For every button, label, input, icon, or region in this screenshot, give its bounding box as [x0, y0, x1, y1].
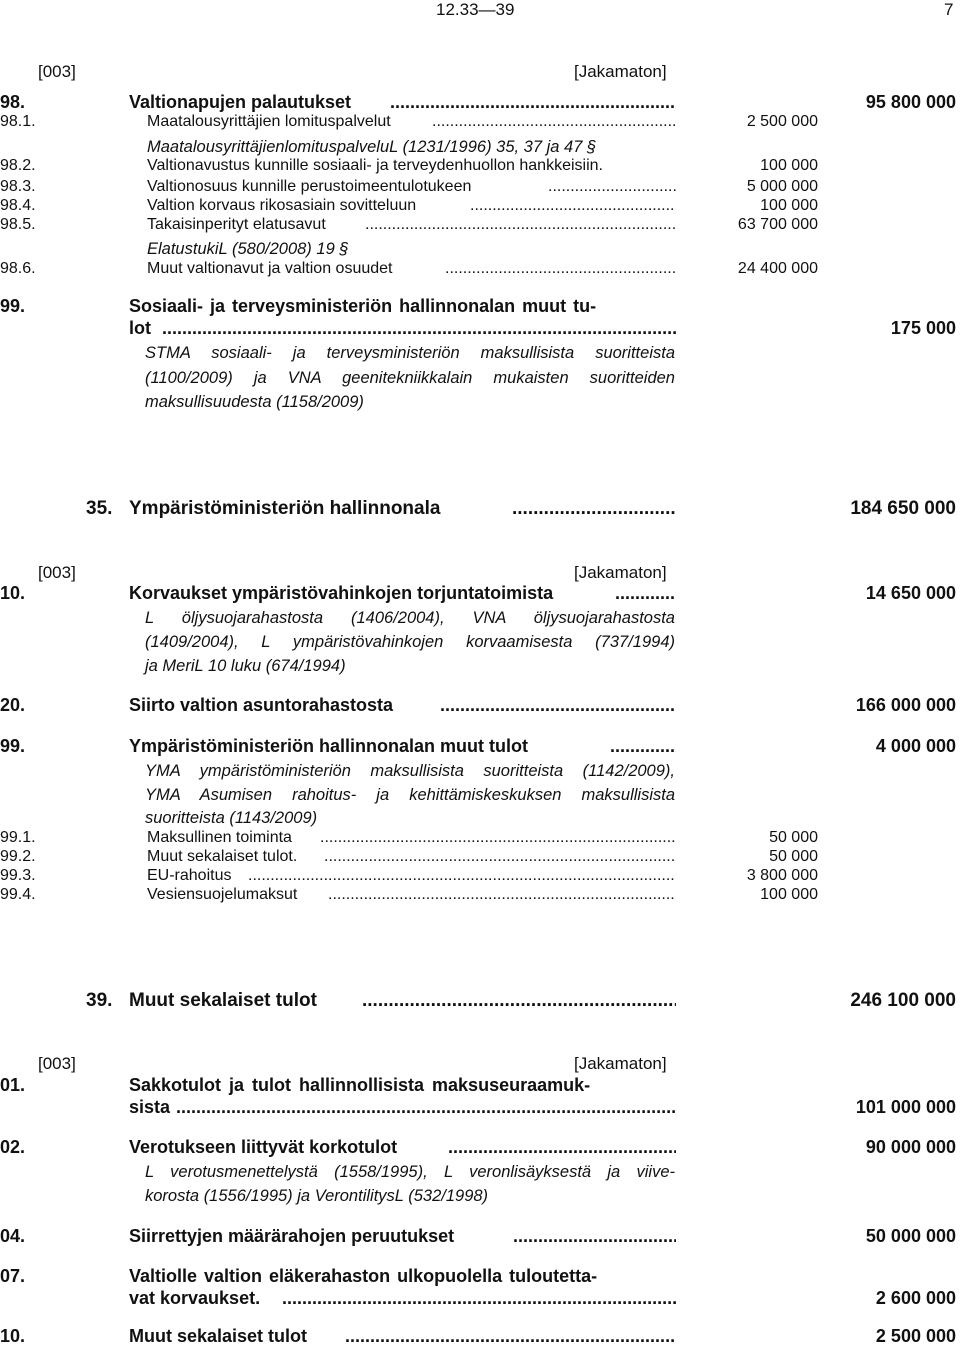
subitem-number: 98.4. [0, 197, 36, 214]
section-number: 35. [86, 498, 113, 519]
budget-code: [003] [38, 62, 76, 81]
leader-dots [470, 197, 676, 215]
legal-note-line: YMA ympäristöministeriön maksullisista suoritteista (1142/2009), [145, 762, 675, 780]
subitem-amount: 100 000 [760, 886, 818, 903]
subitem-number: 98.3. [0, 178, 36, 195]
subitem-label: EU-rahoitus [147, 867, 232, 884]
subitem-amount: 100 000 [760, 157, 818, 174]
item-label-continued: vat korvaukset. [129, 1288, 261, 1308]
item-number: 10. [0, 583, 26, 603]
subitem-amount: 100 000 [760, 197, 818, 214]
item-number: 20. [0, 695, 26, 715]
legal-note-line: ja MeriL 10 luku (674/1994) [145, 657, 346, 675]
legal-note-line: (1100/2009) ja VNA geenitekniikkalain mukaisten suoritteiden [145, 369, 675, 387]
legal-note-line: STMA sosiaali- ja terveysministeriön maksullisista suoritteista [145, 344, 675, 362]
item-number: 99. [0, 736, 26, 756]
legal-note-line: L verotusmenettelystä (1558/1995), L veronlisäyksestä ja viive- [145, 1163, 675, 1181]
leader-dots [390, 92, 676, 113]
item-amount: 2 600 000 [875, 1288, 956, 1308]
budget-code: [003] [38, 563, 76, 582]
subitem-label: Maksullinen toiminta [147, 829, 292, 846]
leader-dots [548, 178, 676, 196]
item-label-continued: lot [129, 318, 151, 338]
item-amount: 90 000 000 [865, 1137, 956, 1157]
subitem-number: 98.2. [0, 157, 36, 174]
section-amount: 184 650 000 [850, 498, 956, 519]
subitem-number: 99.3. [0, 867, 36, 884]
leader-dots [324, 848, 676, 866]
leader-dots [365, 216, 676, 234]
subitem-amount: 63 700 000 [737, 216, 818, 233]
item-amount: 175 000 [890, 318, 956, 338]
budget-code: [003] [38, 1054, 76, 1073]
subitem-label: Valtionosuus kunnille perustoimeentulotukeen [147, 178, 472, 195]
item-number: 07. [0, 1266, 26, 1286]
subitem-label: Takaisinperityt elatusavut [147, 216, 326, 233]
legal-note-line: YMA Asumisen rahoitus- ja kehittämiskeskuksen maksullisista [145, 786, 675, 804]
item-label: Valtiolle valtion eläkerahaston ulkopuolella tuloutetta- [129, 1266, 598, 1286]
legal-basis: MaatalousyrittäjienlomituspalveluL (1231/1996) 35, 37 ja 47 § [147, 138, 597, 156]
leader-dots [162, 318, 676, 339]
subitem-number: 99.4. [0, 886, 36, 903]
subitem-number: 99.2. [0, 848, 36, 865]
leader-dots [328, 886, 676, 904]
subitem-amount: 24 400 000 [737, 260, 818, 277]
section-title: Muut sekalaiset tulot [129, 990, 317, 1011]
item-label: Siirto valtion asuntorahastosta [129, 695, 394, 715]
section-amount: 246 100 000 [850, 990, 956, 1011]
subitem-amount: 5 000 000 [746, 178, 818, 195]
subitem-label: Maatalousyrittäjien lomituspalvelut [147, 113, 391, 130]
item-amount: 101 000 000 [855, 1097, 956, 1117]
item-number: 99. [0, 296, 26, 316]
item-number: 98. [0, 92, 26, 112]
subitem-label: Muut sekalaiset tulot. [147, 848, 298, 865]
leader-dots [362, 990, 676, 1012]
item-amount: 4 000 000 [875, 736, 956, 756]
subitem-amount: 2 500 000 [746, 113, 818, 130]
leader-dots [320, 829, 676, 847]
leader-dots [440, 695, 676, 716]
legal-note-line: L öljysuojarahastosta (1406/2004), VNA öljysuojarahastosta [145, 609, 675, 627]
legal-note-line: suoritteista (1143/2009) [145, 809, 318, 827]
leader-dots [432, 113, 676, 131]
item-label: Korvaukset ympäristövahinkojen torjuntatoimista [129, 583, 554, 603]
item-label-continued: sista [129, 1097, 171, 1117]
leader-dots [513, 1226, 676, 1247]
item-amount: 95 800 000 [865, 92, 956, 112]
item-label: Muut sekalaiset tulot [129, 1326, 308, 1346]
subitem-number: 98.5. [0, 216, 36, 233]
section-number: 39. [86, 990, 113, 1011]
item-number: 01. [0, 1075, 26, 1095]
item-amount: 50 000 000 [865, 1226, 956, 1246]
item-amount: 14 650 000 [865, 583, 956, 603]
page-range: 12.33—39 [436, 0, 515, 19]
legal-note-line: korosta (1556/1995) ja VerontilitysL (532/1998) [145, 1187, 489, 1205]
subitem-number: 99.1. [0, 829, 36, 846]
item-label: Verotukseen liittyvät korkotulot [129, 1137, 398, 1157]
leader-dots [345, 1326, 676, 1347]
subitem-amount: 50 000 [769, 829, 818, 846]
section-title: Ympäristöministeriön hallinnonala [129, 498, 441, 519]
subitem-number: 98.6. [0, 260, 36, 277]
legal-note-line: (1409/2004), L ympäristövahinkojen korvaamisesta (737/1994) [145, 633, 675, 651]
leader-dots [512, 498, 676, 520]
item-amount: 166 000 000 [855, 695, 956, 715]
item-label: Sosiaali- ja terveysministeriön hallinnonalan muut tu- [129, 296, 597, 316]
legal-basis: ElatustukiL (580/2008) 19 § [147, 240, 349, 258]
budget-note: [Jakamaton] [574, 1054, 667, 1073]
subitem-label: Vesiensuojelumaksut [147, 886, 298, 903]
item-number: 10. [0, 1326, 26, 1346]
leader-dots [282, 1288, 676, 1309]
subitem-label: Muut valtionavut ja valtion osuudet [147, 260, 393, 277]
leader-dots [610, 736, 676, 757]
item-number: 04. [0, 1226, 26, 1246]
subitem-amount: 50 000 [769, 848, 818, 865]
page-number: 7 [944, 0, 954, 19]
budget-note: [Jakamaton] [574, 563, 667, 582]
leader-dots [176, 1097, 676, 1118]
item-label: Ympäristöministeriön hallinnonalan muut tulot [129, 736, 529, 756]
legal-note-line: maksullisuudesta (1158/2009) [145, 393, 364, 411]
item-label: Sakkotulot ja tulot hallinnollisista maksuseuraamuk- [129, 1075, 591, 1095]
subitem-label: Valtionavustus kunnille sosiaali- ja terveydenhuollon hankkeisiin. [147, 157, 603, 174]
item-amount: 2 500 000 [875, 1326, 956, 1346]
subitem-label: Valtion korvaus rikosasiain sovitteluun [147, 197, 417, 214]
item-label: Valtionapujen palautukset [129, 92, 352, 112]
budget-note: [Jakamaton] [574, 62, 667, 81]
leader-dots [448, 1137, 676, 1158]
leader-dots [248, 867, 676, 885]
item-number: 02. [0, 1137, 26, 1157]
subitem-number: 98.1. [0, 113, 36, 130]
leader-dots [615, 583, 676, 604]
item-label: Siirrettyjen määrärahojen peruutukset [129, 1226, 455, 1246]
subitem-amount: 3 800 000 [746, 867, 818, 884]
leader-dots [445, 260, 676, 278]
